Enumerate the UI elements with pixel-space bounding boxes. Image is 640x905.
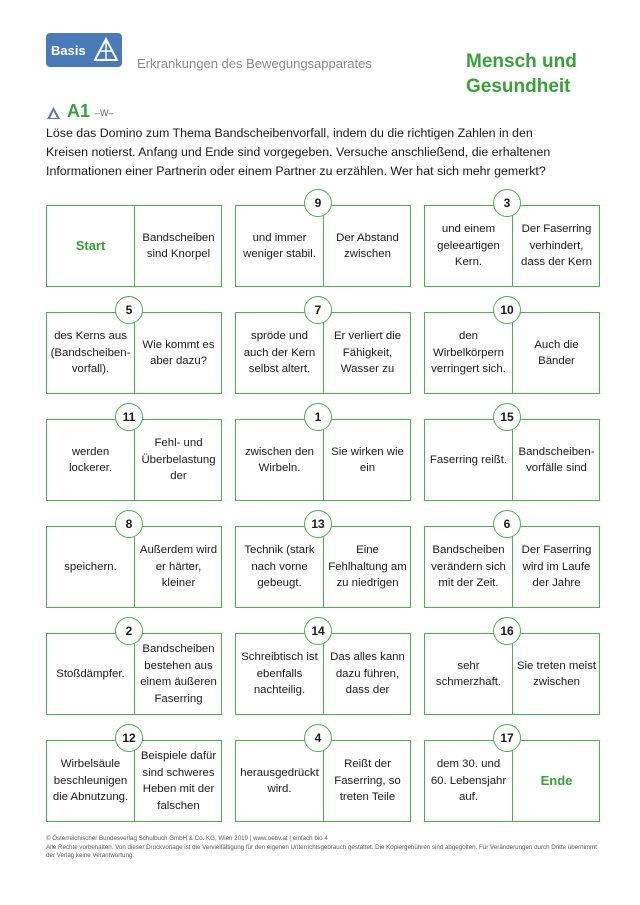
tile-number-circle[interactable]: 9: [304, 189, 332, 217]
domino-tile: [235, 196, 411, 287]
tile-right-text: Auch die Bänder: [534, 338, 579, 367]
tile-right-text: Beispiele dafür sind schweres Heben mit der falschen: [140, 750, 217, 812]
basis-logo: [46, 33, 122, 67]
tile-number-circle[interactable]: 14: [304, 617, 332, 645]
tile-right-text: Bandscheiben-vorfälle sind: [518, 445, 595, 474]
tile-left-text: herausgedrückt wird.: [240, 766, 319, 795]
tile-left-text: zwischen den Wirbeln.: [244, 445, 315, 474]
domino-tile: [235, 517, 411, 608]
tile-left-text: Start: [75, 237, 106, 253]
domino-tile: [424, 196, 600, 287]
footer-rights: Alle Rechte vorbehalten. Von dieser Druckvorlage ist die Vervielfältigung für den eigenen Unterrichtsgebrauch gestattet. Die Kopiergebühren sind abgegolten. Für Veränderungen durch Dritte übernimmt der Verlag keine Verantwortung.: [46, 843, 598, 859]
tile-right-text: Das alles kann dazu führen, dass der: [330, 651, 405, 697]
tile-number-circle[interactable]: 2: [115, 617, 143, 645]
tile-number-circle[interactable]: 11: [115, 403, 143, 431]
tile-number-circle[interactable]: 6: [493, 510, 521, 538]
tile-right-text: Der Faserring wird im Laufe der Jahre: [521, 544, 592, 590]
domino-tile: [235, 731, 411, 822]
tile-right-text: Bandscheiben sind Knorpel: [142, 231, 215, 260]
task-label: A1: [67, 101, 91, 121]
tile-right-text: Sie treten meist zwischen: [516, 659, 597, 688]
tile-left-text: den Wirbelkörpern verringert sich.: [431, 330, 506, 376]
domino-tile: [235, 303, 411, 394]
domino-tile: [46, 410, 222, 501]
header-subject: Erkrankungen des Bewegungsapparates: [137, 56, 372, 71]
domino-tile: [424, 303, 600, 394]
tile-number-circle[interactable]: 4: [304, 724, 332, 752]
tile-number-circle[interactable]: 7: [304, 296, 332, 324]
tile-number-circle[interactable]: 12: [115, 724, 143, 752]
triangle-logo-icon: [93, 37, 119, 63]
tile-right-text: Der Faserring verhindert, dass der Kern: [521, 223, 592, 269]
domino-tile: [46, 624, 222, 715]
difficulty-triangle-icon: [46, 106, 61, 120]
tile-right-text: Ende: [540, 772, 573, 788]
tile-right-text: Der Abstand zwischen: [336, 231, 399, 260]
domino-tile: [424, 517, 600, 608]
tile-right-text: Bandscheiben bestehen aus einem äußeren Faserring: [140, 643, 217, 705]
footer: [46, 835, 606, 861]
tile-left-text: und immer weniger stabil.: [243, 231, 316, 260]
domino-tile: [424, 624, 600, 715]
tile-number-circle[interactable]: 17: [493, 724, 521, 752]
tile-right-text: Er verliert die Fähigkeit, Wasser zu: [333, 330, 402, 376]
tile-left-text: Stoßdämpfer.: [56, 667, 125, 680]
tile-right-text: Wie kommt es aber dazu?: [142, 338, 215, 367]
header-title: Mensch und Gesundheit: [466, 51, 577, 97]
tile-left-text: dem 30. und 60. Lebensjahr auf.: [430, 758, 507, 804]
tile-right-text: Eine Fehlhaltung am zu niedrigen: [328, 544, 407, 590]
tile-number-circle[interactable]: 3: [493, 189, 521, 217]
tile-left-text: spröde und auch der Kern selbst altert.: [243, 330, 316, 376]
tile-number-circle[interactable]: 13: [304, 510, 332, 538]
tile-left-text: Faserring reißt.: [429, 453, 508, 466]
domino-tile: [424, 731, 600, 822]
tile-number-circle[interactable]: 5: [115, 296, 143, 324]
tile-right-text: Reißt der Faserring, so treten Teile: [334, 758, 401, 804]
domino-tile: [46, 303, 222, 394]
tile-left-text: Wirbelsäule beschleunigen die Abnutzung.: [52, 758, 129, 804]
tile-right-text: Außerdem wird er härter, kleiner: [139, 544, 218, 590]
tile-left-text: werden lockerer.: [68, 445, 113, 474]
tile-right-text: Sie wirken wie ein: [331, 445, 404, 474]
tile-left-text: des Kerns aus (Bandscheiben-vorfall).: [50, 330, 131, 376]
task-level: –W–: [95, 108, 114, 118]
tile-number-circle[interactable]: 1: [304, 403, 332, 431]
tile-left-text: sehr schmerzhaft.: [435, 659, 502, 688]
logo-text: Basis: [51, 43, 86, 58]
tile-left-text: Bandscheiben verändern sich mit der Zeit.: [431, 544, 506, 590]
tile-left-text: speichern.: [64, 560, 117, 573]
task-instructions: Löse das Domino zum Thema Bandscheibenvorfall, indem du die richtigen Zahlen in den Kreisen notierst. Anfang und Ende sind vorgegeben. Versuche anschließend, die erhaltenen Informationen einer Partnerin oder einem Partner zu erzählen. Wer hat sich mehr gemerkt?: [46, 126, 551, 178]
domino-tile: [46, 517, 222, 608]
domino-tile: [235, 624, 411, 715]
domino-tile: [424, 410, 600, 501]
tile-number-circle[interactable]: 8: [115, 510, 143, 538]
domino-tile: [46, 731, 222, 822]
tile-left-text: Technik (stark nach vorne gebeugt.: [244, 544, 315, 590]
tile-left-text: und einem geleeartigen Kern.: [437, 223, 500, 269]
tile-number-circle[interactable]: 15: [493, 403, 521, 431]
domino-tile: [46, 205, 222, 287]
tile-left-text: Schreibtisch ist ebenfalls nachteilig.: [241, 651, 318, 697]
tile-number-circle[interactable]: 10: [493, 296, 521, 324]
tile-number-circle[interactable]: 16: [493, 617, 521, 645]
tile-right-text: Fehl- und Überbelastung der: [141, 437, 216, 483]
footer-copyright: © Österreichischer Bundesverlag Schulbuch GmbH & Co. KG, Wien 2019 | www.oebv.at | einfach bio 4: [46, 835, 328, 842]
domino-tile: [235, 410, 411, 501]
